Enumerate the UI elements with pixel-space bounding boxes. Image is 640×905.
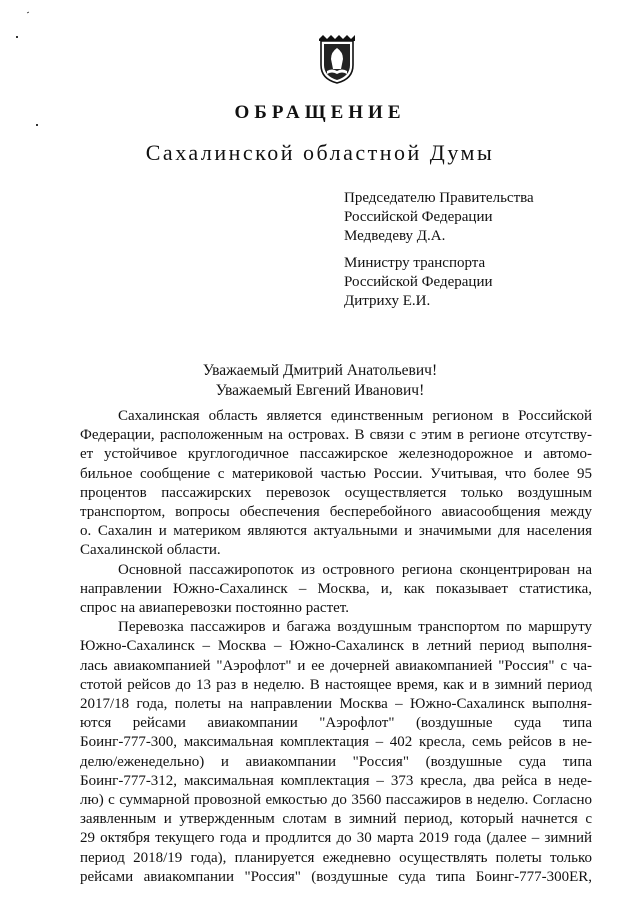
text-line: Южно-Сахалинск – Москва – Южно-Сахалинск в летний период выполня- [80, 638, 592, 655]
text-line: заявленным и утвержденным слотам в зимний период, который начнется с [80, 811, 592, 828]
addressee-block [344, 189, 534, 246]
text-line: транспортом, вопросы обеспечения бесперебойного авиасообщения между [80, 504, 592, 521]
text-line: ются рейсами авиакомпании "Аэрофлот" (воздушные суда типа [80, 715, 592, 732]
text-line: Федерации, расположенным на островах. В связи с этим в регионе отсутству- [80, 427, 592, 444]
addressee-line: Министру транспорта [344, 255, 486, 271]
text-line: лю) с суммарной провозной емкостью до 3560 пассажиров в неделю. Согласно [80, 792, 592, 809]
text-line: лась авиакомпанией "Аэрофлот" и ее дочерней авиакомпанией "Россия" с ча- [80, 657, 592, 674]
addressee-line: Медведеву Д.А. [344, 228, 446, 244]
text-line: ет устойчивое круглогодичное пассажирское железнодорожное и автомо- [80, 446, 592, 463]
document-subtitle: Сахалинской областной Думы [145, 140, 495, 165]
paragraph [80, 561, 592, 619]
document-title: ОБРАЩЕНИЕ [234, 102, 406, 123]
text-line: Перевозка пассажиров и багажа воздушным транспортом по маршруту [118, 619, 592, 636]
greeting-line: Уважаемый Евгений Иванович! [215, 382, 425, 399]
addressee-line: Председателю Правительства [344, 190, 534, 206]
text-line: Боинг-777-300, максимальная комплектация – 402 кресла, семь рейсов в не- [80, 734, 592, 751]
scan-speck [27, 12, 29, 14]
text-line: Сахалинская область является единственным регионом в Российской [118, 408, 592, 424]
coat-of-arms-icon [315, 35, 359, 85]
paragraph [80, 618, 592, 887]
letter-body [80, 407, 592, 887]
text-line: Сахалинской области. [80, 542, 221, 559]
addressee-line: Дитриху Е.И. [344, 293, 431, 309]
text-line: процентов пассажирских перевозок осуществляется только воздушным [80, 484, 592, 501]
text-line: период 2018/19 года), планируется ежедневно осуществлять полеты только [80, 849, 592, 866]
text-line: направлении Южно-Сахалинск – Москва, и, как показывает статистика, [80, 580, 592, 597]
text-line: Боинг-777-312, максимальная комплектация – 373 кресла, два рейса в неде- [80, 772, 592, 789]
scan-speck [16, 36, 18, 38]
text-line: 2017/18 года, полеты на направлении Москва – Южно-Сахалинск выполня- [80, 696, 592, 713]
text-line: Основной пассажиропоток из островного региона сконцентрирован на [118, 561, 592, 578]
addressee-line: Российской Федерации [344, 209, 493, 225]
text-line: делю/еженедельно) и авиакомпании "Россия" (воздушные суда типа [80, 753, 592, 770]
greeting-line: Уважаемый Дмитрий Анатольевич! [202, 362, 438, 379]
text-line: стотой рейсов до 13 раз в неделю. В настоящее время, как и в зимний период [80, 676, 592, 693]
text-line: бильное сообщение с материковой частью России. Учитывая, что более 95 [80, 465, 592, 482]
text-line: 29 октября текущего года и продлится до 30 марта 2019 года (далее – зимний [80, 830, 592, 847]
paragraph [80, 407, 592, 561]
addressee-block [344, 254, 493, 311]
addressee-line: Российской Федерации [344, 274, 493, 290]
text-line: рейсами авиакомпании "Россия" (воздушные суда типа Боинг-777-300ER, [80, 868, 592, 885]
text-line: спрос на авиаперевозки постоянно растет. [80, 600, 349, 617]
scan-speck [36, 124, 38, 126]
text-line: о. Сахалин и материком являются актуальными и значимыми для населения [80, 523, 592, 540]
